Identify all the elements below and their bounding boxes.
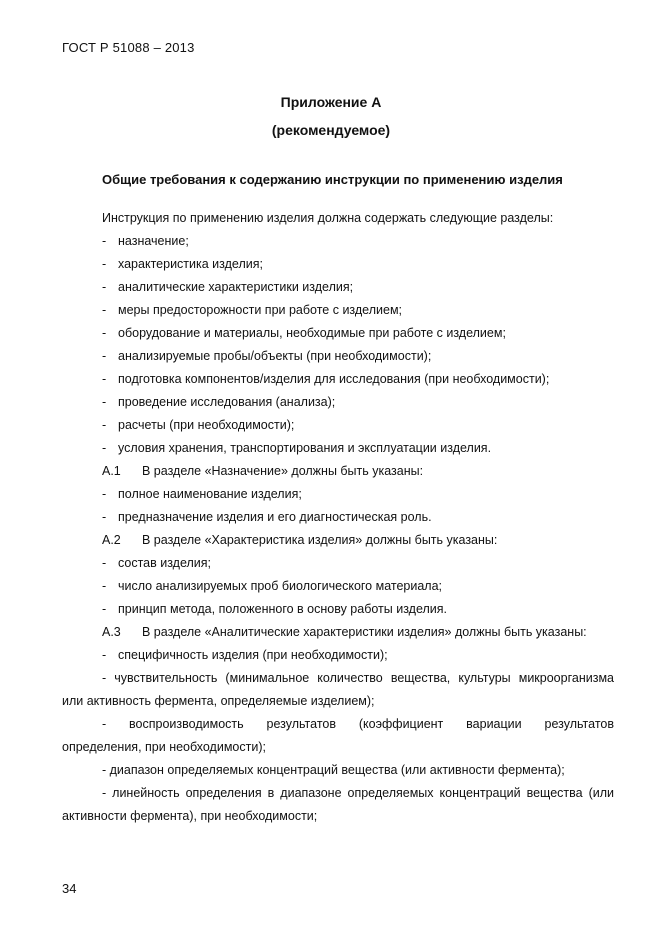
list-dash: -	[102, 648, 107, 662]
list-item-text: полное наименование изделия;	[118, 487, 302, 501]
list-item	[102, 302, 403, 318]
clause-number: А.2	[102, 533, 121, 547]
list-item	[102, 509, 432, 525]
list-dash: -	[102, 579, 107, 593]
list-item-text: оборудование и материалы, необходимые при работе с изделием;	[118, 326, 506, 340]
list-item-text: подготовка компонентов/изделия для исследования (при необходимости);	[118, 372, 550, 386]
list-dash: -	[102, 395, 107, 409]
list-dash: -	[102, 602, 107, 616]
list-item	[102, 279, 354, 295]
list-dash: -	[102, 556, 107, 570]
page-number: 34	[62, 881, 77, 896]
appendix-title: Приложение А	[280, 94, 382, 110]
list-item	[102, 348, 432, 364]
list-dash: -	[102, 510, 107, 524]
clause-number: А.1	[102, 464, 121, 478]
list-item	[102, 578, 443, 594]
range-line: - диапазон определяемых концентраций вещества (или активности фермента);	[102, 763, 565, 777]
list-item-text: анализируемые пробы/объекты (при необходимости);	[118, 349, 432, 363]
list-item-text: характеристика изделия;	[118, 257, 263, 271]
clause-number: А.3	[102, 625, 121, 639]
list-dash: -	[102, 257, 107, 271]
list-dash: -	[102, 303, 107, 317]
linearity-line-1: - линейность определения в диапазоне определяемых концентраций вещества (или	[102, 786, 614, 800]
list-item-text: проведение исследования (анализа);	[118, 395, 336, 409]
clause-a1	[102, 463, 424, 479]
sensitivity-line-1: - чувствительность (минимальное количество вещества, культуры микроорганизма	[102, 671, 614, 685]
clause-text: В разделе «Аналитические характеристики изделия» должны быть указаны:	[142, 625, 587, 639]
list-item	[102, 233, 189, 249]
section-heading: Общие требования к содержанию инструкции по применению изделия	[102, 172, 563, 187]
list-item-text: расчеты (при необходимости);	[118, 418, 295, 432]
intro-paragraph: Инструкция по применению изделия должна содержать следующие разделы:	[102, 211, 554, 225]
list-item	[102, 647, 388, 663]
list-item	[102, 325, 506, 341]
list-item	[102, 486, 302, 502]
list-dash: -	[102, 441, 107, 455]
list-dash: -	[102, 326, 107, 340]
sensitivity-line-2: или активность фермента, определяемые изделием);	[62, 694, 375, 708]
list-item	[102, 256, 263, 272]
document-header: ГОСТ Р 51088 – 2013	[62, 40, 195, 55]
list-dash: -	[102, 349, 107, 363]
list-item-text: меры предосторожности при работе с изделием;	[118, 303, 403, 317]
list-dash: -	[102, 280, 107, 294]
list-item-text: специфичность изделия (при необходимости);	[118, 648, 388, 662]
clause-a3	[102, 624, 587, 640]
clause-text: В разделе «Характеристика изделия» должны быть указаны:	[142, 533, 498, 547]
list-item	[102, 440, 492, 456]
list-item-text: число анализируемых проб биологического материала;	[118, 579, 443, 593]
list-dash: -	[102, 487, 107, 501]
list-item	[102, 417, 295, 433]
list-item-text: условия хранения, транспортирования и эксплуатации изделия.	[118, 441, 492, 455]
list-item-text: принцип метода, положенного в основу работы изделия.	[118, 602, 448, 616]
appendix-subtitle: (рекомендуемое)	[271, 122, 391, 138]
list-dash: -	[102, 234, 107, 248]
list-item	[102, 601, 448, 617]
clause-text: В разделе «Назначение» должны быть указаны:	[142, 464, 424, 478]
list-item-text: состав изделия;	[118, 556, 212, 570]
list-dash: -	[102, 418, 107, 432]
list-item	[102, 555, 212, 571]
list-item	[102, 371, 550, 387]
list-dash: -	[102, 372, 107, 386]
list-item-text: предназначение изделия и его диагностическая роль.	[118, 510, 432, 524]
clause-a2	[102, 532, 498, 548]
list-item	[102, 394, 336, 410]
reproducibility-line-2: определения, при необходимости);	[62, 740, 266, 754]
linearity-line-2: активности фермента), при необходимости;	[62, 809, 318, 823]
list-item-text: аналитические характеристики изделия;	[118, 280, 354, 294]
reproducibility-line-1: - воспроизводимость результатов (коэффициент вариации результатов	[102, 717, 614, 731]
list-item-text: назначение;	[118, 234, 189, 248]
